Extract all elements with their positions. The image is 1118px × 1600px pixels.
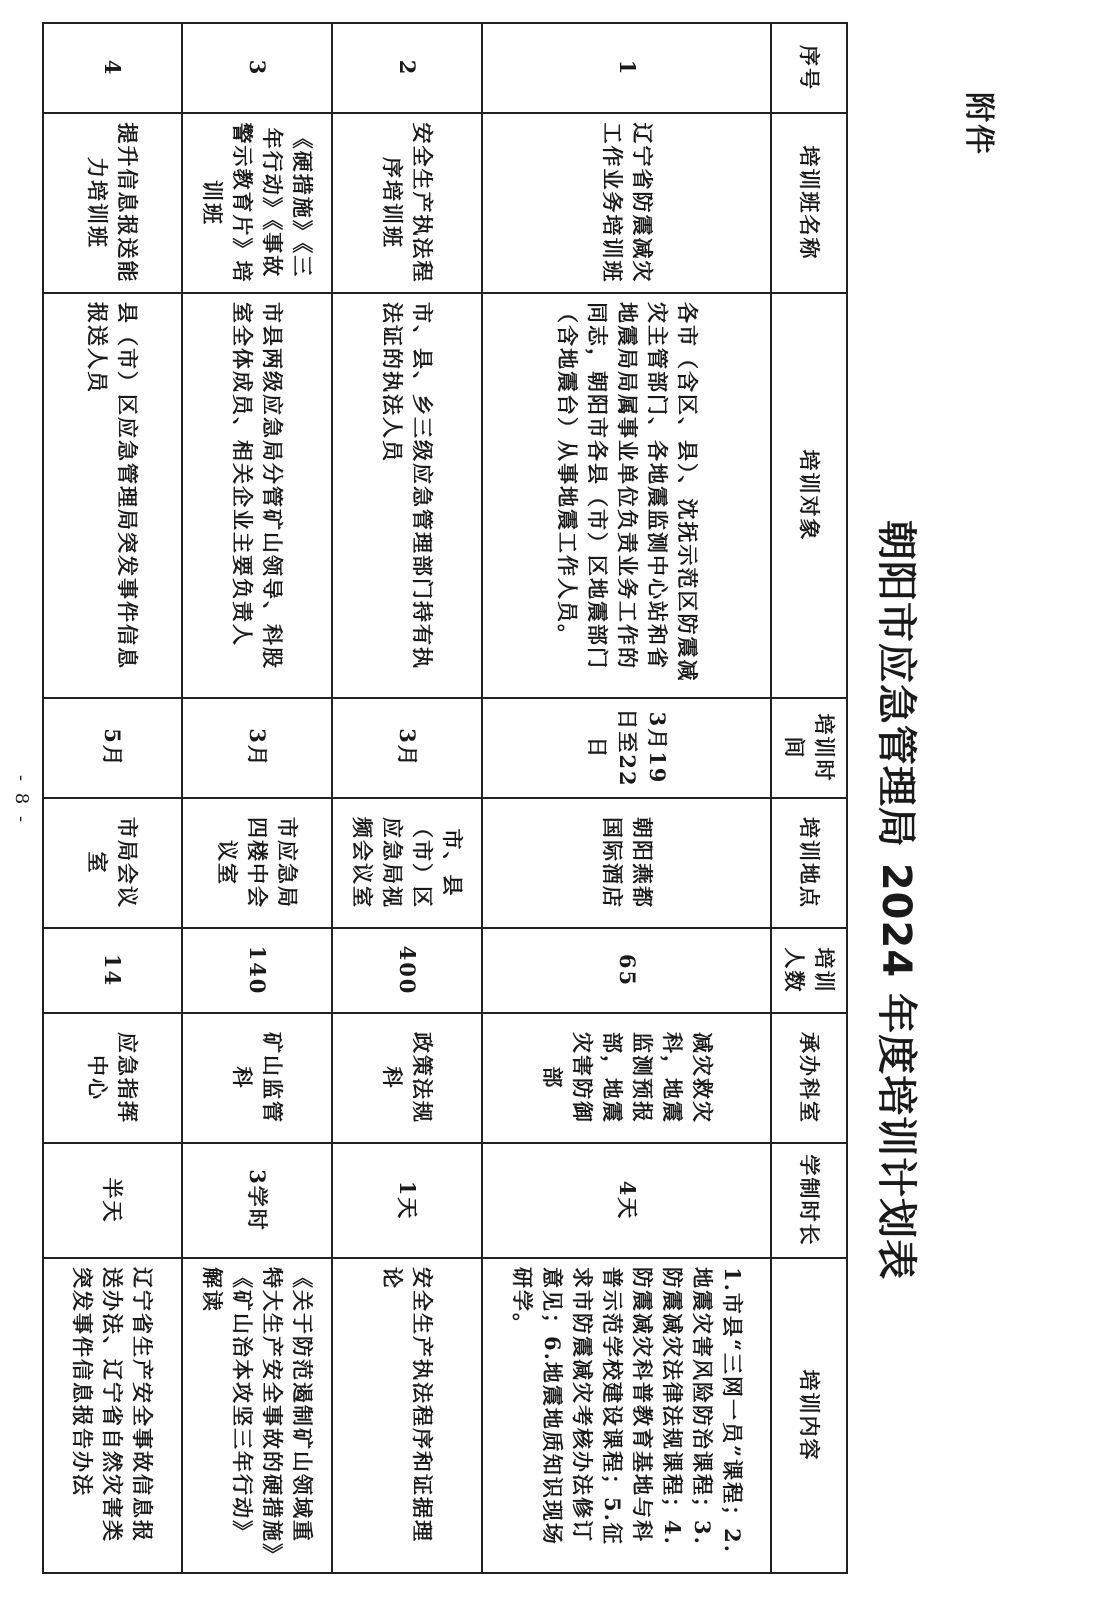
- cell-duration: 4天: [482, 1143, 771, 1258]
- cell-name: 安全生产执法程序培训班: [332, 113, 482, 293]
- col-header-no: 序号: [771, 23, 847, 113]
- col-header-name: 培训班名称: [771, 113, 847, 293]
- cell-place: 市应急局四楼中会议室: [182, 798, 332, 928]
- cell-name: 辽宁省防震减灾工作业务培训班: [482, 113, 771, 293]
- cell-content: 辽宁省生产安全事故信息报送办法、辽宁省自然灾害类突发事件信息报告办法: [43, 1258, 182, 1573]
- cell-dept: 应急指挥中心: [43, 1013, 182, 1143]
- cell-duration: 1天: [332, 1143, 482, 1258]
- table-row: [482, 23, 771, 1573]
- col-header-count: 培训人数: [771, 928, 847, 1013]
- cell-no: 2: [332, 23, 482, 113]
- table-row: [332, 23, 482, 1573]
- cell-target: 市县两级应急局分管矿山领导、科股室全体成员、相关企业主要负责人: [182, 293, 332, 698]
- cell-count: 400: [332, 928, 482, 1013]
- cell-no: 4: [43, 23, 182, 113]
- cell-duration: 3学时: [182, 1143, 332, 1258]
- cell-target: 市、县、乡三级应急管理部门持有执法证的执法人员: [332, 293, 482, 698]
- col-header-dept: 承办科室: [771, 1013, 847, 1143]
- cell-place: 市局会议室: [43, 798, 182, 928]
- cell-dept: 矿山监管科: [182, 1013, 332, 1143]
- cell-time: 5月: [43, 698, 182, 798]
- col-header-content: 培训内容: [771, 1258, 847, 1573]
- training-plan-table: [42, 22, 848, 1574]
- cell-no: 1: [482, 23, 771, 113]
- table-row: [182, 23, 332, 1573]
- cell-count: 65: [482, 928, 771, 1013]
- cell-name: 《硬措施》《三年行动》《事故警示教育片》培训班: [182, 113, 332, 293]
- cell-dept: 政策法规科: [332, 1013, 482, 1143]
- cell-content: 《关于防范遏制矿山领域重特大生产安全事故的硬措施》《矿山治本攻坚三年行动》解读: [182, 1258, 332, 1573]
- cell-place: 市、县（市）区应急局视频会议室: [332, 798, 482, 928]
- page-number: - 8 -: [11, 774, 32, 826]
- cell-count: 14: [43, 928, 182, 1013]
- cell-place: 朝阳燕都国际酒店: [482, 798, 771, 928]
- cell-time: 3月: [182, 698, 332, 798]
- cell-time: 3月19日至22日: [482, 698, 771, 798]
- cell-count: 140: [182, 928, 332, 1013]
- cell-content: 1.市县“三网一员”课程；2.地震灾害风险防治课程；3.防震减灾法律法规课程；4.防震减灾科普教育基地与科普示范学校建设课程；5.征求市防震减灾考核办法修订意见；6.地震地质知识现场研学。: [482, 1258, 771, 1573]
- cell-name: 提升信息报送能力培训班: [43, 113, 182, 293]
- cell-target: 县（市）区应急管理局突发事件信息报送人员: [43, 293, 182, 698]
- header-row: [771, 23, 847, 1573]
- cell-dept: 减灾救灾科，地震监测预报部，地震灾害防御部: [482, 1013, 771, 1143]
- table-row: [43, 23, 182, 1573]
- document-title: 朝阳市应急管理局 2024 年度培训计划表: [873, 519, 919, 1281]
- cell-duration: 半天: [43, 1143, 182, 1258]
- attachment-label: 附件: [961, 92, 996, 156]
- cell-target: 各市（含区、县）、沈抚示范区防震减灾主管部门、各地震监测中心站和省地震局局属事业单位负责业务工作的同志，朝阳市各县（市）区地震部门（含地震台）从事地震工作人员。: [482, 293, 771, 698]
- col-header-time: 培训时间: [771, 698, 847, 798]
- cell-time: 3月: [332, 698, 482, 798]
- col-header-duration: 学制时长: [771, 1143, 847, 1258]
- col-header-place: 培训地点: [771, 798, 847, 928]
- cell-content: 安全生产执法程序和证据理论: [332, 1258, 482, 1573]
- cell-no: 3: [182, 23, 332, 113]
- col-header-target: 培训对象: [771, 293, 847, 698]
